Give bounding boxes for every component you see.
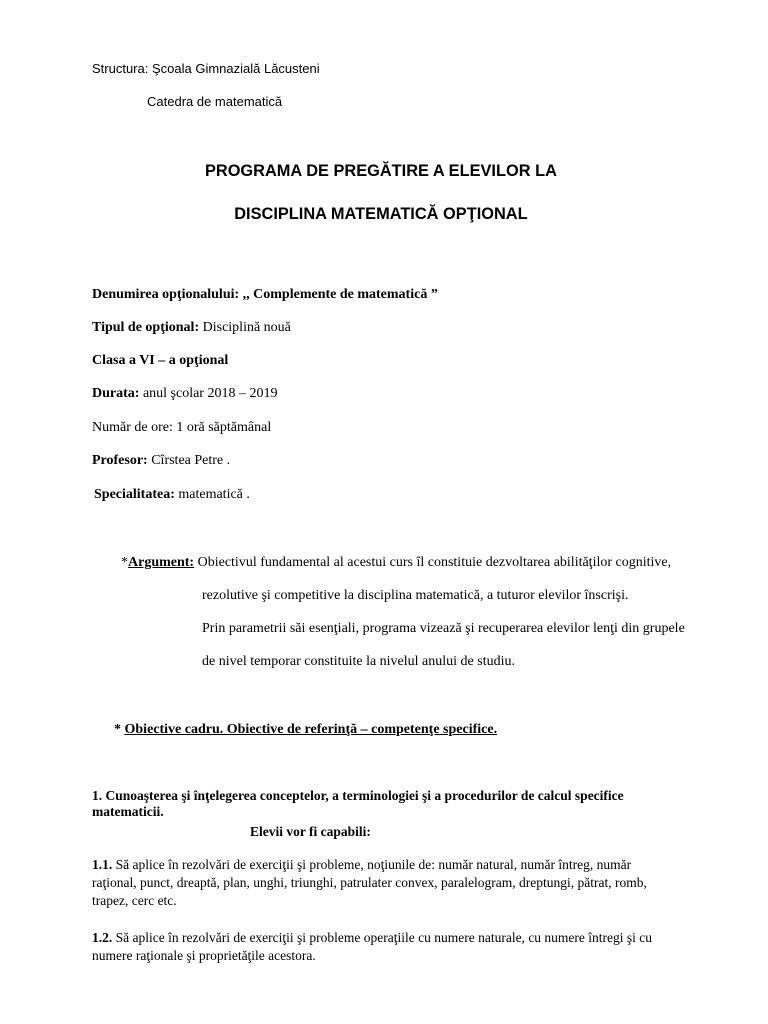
item-1-1-text-1: Să aplice în rezolvări de exerciţii şi probleme, noţiunile de: număr natural, număr întreg, număr [115, 857, 632, 872]
optional-type-value: Disciplină nouă [202, 320, 291, 335]
specialty [94, 487, 250, 503]
section1-heading-text-2: matematicii. [92, 804, 164, 819]
optional-name-label: Denumirea opţionalului: [92, 287, 240, 302]
argument-text-2: rezolutive şi competitive la disciplina matematică, a tuturor elevilor înscrişi. [202, 588, 629, 603]
capable-label [250, 824, 371, 840]
section1-heading-text-1: 1. Cunoaşterea şi înţelegerea conceptelor, a terminologiei şi a procedurilor de calcul specifice [92, 788, 624, 803]
optional-type [92, 320, 291, 336]
item-1-2-line1 [92, 930, 652, 946]
item-1-1-line1 [92, 857, 631, 873]
class-label: Clasa a VI – a opţional [92, 353, 229, 368]
optional-type-label: Tipul de opţional: [92, 320, 200, 335]
objectives-heading [114, 722, 497, 738]
school-structure: Structura: Şcoala Gimnazială Lăcusteni [92, 61, 320, 76]
hours-count: Număr de ore: 1 oră săptămânal [92, 420, 272, 435]
section1-heading-2 [92, 804, 164, 820]
item-1-2-text-1: Să aplice în rezolvări de exerciţii şi probleme operaţiile cu numere naturale, cu numere întregi şi cu [115, 930, 653, 945]
item-1-1-text-2: raţional, punct, dreaptă, plan, unghi, triunghi, patrulater convex, paralelogram, dreptungi, pătrat, romb, [92, 875, 647, 890]
item-1-2-text-2: numere raţionale şi proprietăţile acestora. [92, 948, 316, 963]
item-1-1-number: 1.1. [92, 857, 113, 872]
department: Catedra de matematică [147, 94, 283, 109]
document-title-line1: PROGRAMA DE PREGĂTIRE A ELEVILOR LA [204, 162, 557, 180]
argument-line1 [121, 555, 671, 571]
section1-heading-1 [92, 788, 624, 804]
argument-label: Argument: [128, 555, 195, 570]
document-title-line2: DISCIPLINA MATEMATICĂ OPŢIONAL [234, 205, 528, 223]
argument-prefix: * [121, 555, 128, 570]
teacher [92, 453, 230, 469]
item-1-1-text-3: trapez, cerc etc. [92, 893, 177, 908]
specialty-value: matematică . [178, 487, 250, 502]
optional-name [92, 287, 438, 303]
argument-text-1: Obiectivul fundamental al acestui curs îl constituie dezvoltarea abilităţilor cognitive, [197, 555, 672, 570]
class-info [92, 353, 228, 369]
objectives-title: Obiective cadru. Obiective de referinţă – competenţe specifice. [124, 722, 498, 737]
capable-text: Elevii vor fi capabili: [250, 824, 371, 839]
duration-value: anul şcolar 2018 – 2019 [142, 386, 278, 401]
teacher-label: Profesor: [92, 453, 148, 468]
teacher-value: Cîrstea Petre . [151, 453, 231, 468]
argument-text-3: Prin parametrii săi esenţiali, programa vizează şi recuperarea elevilor lenţi din grupele [202, 621, 685, 636]
duration-label: Durata: [92, 386, 140, 401]
optional-name-value: ,, Complemente de matematică ” [242, 287, 438, 302]
objectives-prefix: * [114, 722, 125, 737]
argument-text-4: de nivel temporar constituite la nivelul anului de studiu. [202, 654, 515, 669]
duration [92, 386, 277, 402]
specialty-label: Specialitatea: [94, 487, 175, 502]
item-1-2-number: 1.2. [92, 930, 113, 945]
